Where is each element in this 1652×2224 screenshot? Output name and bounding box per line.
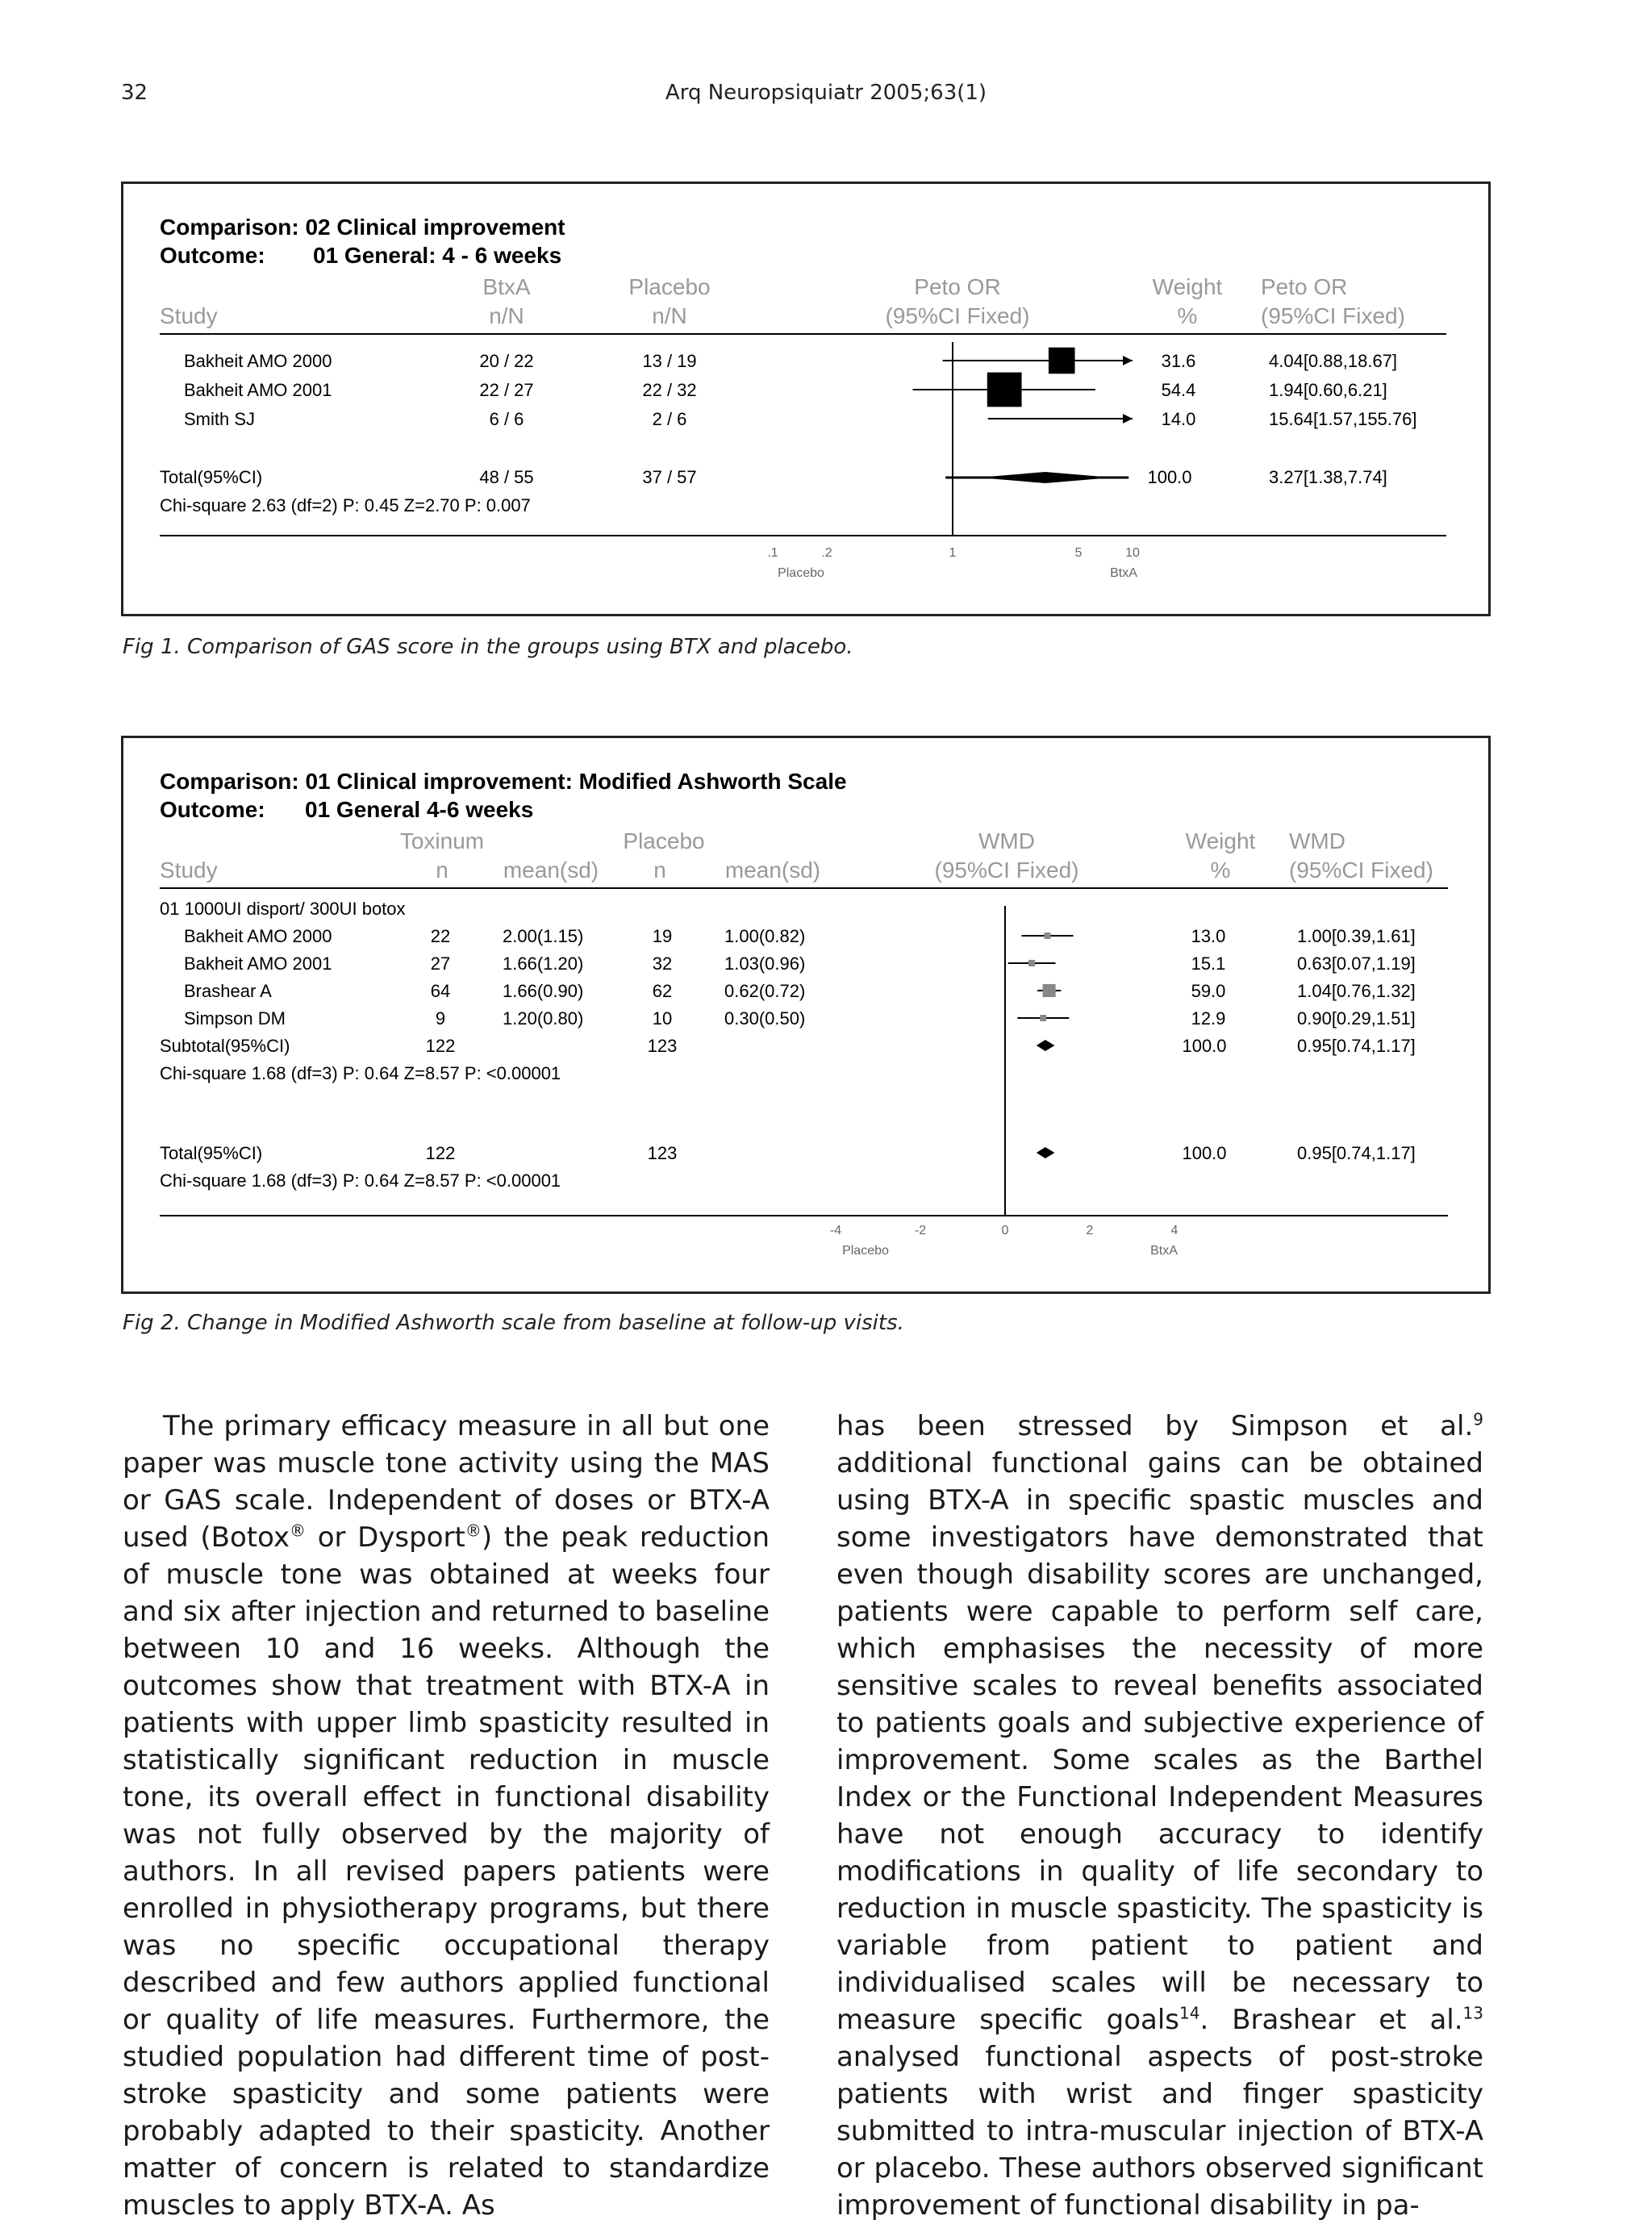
fig2-row-m1: 1.20(0.80)	[503, 1008, 584, 1029]
fig2-total-ci: 0.95[0.74,1.17]	[1297, 1143, 1416, 1163]
fig2-row-weight: 12.9	[1191, 1008, 1226, 1029]
fig2-row-m2: 0.62(0.72)	[724, 981, 806, 1001]
fig1-total-weight: 100.0	[1147, 467, 1192, 487]
fig2-col-g1: Toxinum	[399, 828, 485, 853]
fig2-row-n2: 32	[652, 953, 673, 974]
fig2-total-n1: 122	[425, 1143, 456, 1163]
fig2-row-weight: 15.1	[1191, 953, 1226, 974]
fig1-outcome: 01 General: 4 - 6 weeks	[313, 243, 562, 268]
figure-1-caption: Fig 1. Comparison of GAS score in the groups using BTX and placebo.	[123, 635, 853, 659]
study-square	[1043, 984, 1056, 997]
fig1-forest-plot	[123, 184, 1488, 614]
figure-1	[121, 182, 1491, 616]
fig1-row	[184, 380, 1387, 400]
left-text-1: The primary efficacy measure in all but one paper was muscle tone activity using the MAS or GAS scale. Independent of doses or BTX-A used (Botox	[123, 1410, 770, 1554]
fig2-row-n1: 9	[435, 1008, 446, 1029]
fig2-row-m2: 1.00(0.82)	[724, 926, 806, 946]
fig2-axis	[830, 1224, 1179, 1258]
fig2-outcome-label: Outcome:	[160, 797, 265, 822]
journal-header: Arq Neuropsiquiatr 2005;63(1)	[665, 81, 987, 105]
fig2-row-study: Bakheit AMO 2000	[184, 926, 332, 946]
fig2-row-ci: 0.63[0.07,1.19]	[1297, 953, 1416, 974]
fig2-marks	[1008, 933, 1074, 1158]
fig1-axis-right-label: BtxA	[1110, 566, 1137, 580]
fig2-col-weight-sub: %	[1210, 857, 1231, 883]
fig2-total-study: Total(95%CI)	[160, 1143, 263, 1163]
fig1-row-weight: 14.0	[1161, 409, 1196, 429]
fig1-row-study: Bakheit AMO 2000	[184, 351, 332, 371]
fig2-row	[184, 981, 1416, 1001]
study-square	[1049, 348, 1075, 374]
body-right-column	[836, 1408, 1483, 2224]
fig2-row-m1: 1.66(0.90)	[503, 981, 584, 1001]
fig2-col-g2-mean: mean(sd)	[724, 857, 821, 883]
body-left-column	[123, 1408, 770, 2224]
fig2-total-weight: 100.0	[1182, 1143, 1227, 1163]
fig2-row-n1: 27	[430, 953, 451, 974]
body-paragraph-right	[836, 1408, 1483, 2224]
fig1-comparison: Comparison: 02 Clinical improvement	[160, 215, 565, 240]
fig2-row-m1: 2.00(1.15)	[503, 926, 584, 946]
fig2-row-m1: 1.66(1.20)	[503, 953, 584, 974]
fig2-subtotal-ci: 0.95[0.74,1.17]	[1297, 1036, 1416, 1056]
fig1-outcome-label: Outcome:	[160, 243, 265, 268]
fig2-tick: 0	[1001, 1224, 1009, 1237]
fig1-col-effect: Peto OR	[914, 274, 1001, 299]
fig2-subtotal-n2: 123	[647, 1036, 678, 1056]
fig1-tick: 1	[949, 546, 957, 560]
ci-arrow	[1123, 414, 1133, 424]
right-text-2: additional functional gains can be obtained using BTX-A in specific spastic muscles and some investigators have demonstrated that even though disability scores are unchanged, patients were capable to perform self care, which emphasises the necessity of more sensitive scales to reveal benefits associated to patients goals and subjective experience of improvement. Some scales as the Barthel Index or the Functional Independent Measures have not enough accuracy to identify modifications in quality of life secondary to reduction in muscle spasticity. The spasticity is variable from patient to patient and individualised scales will be necessary to measure specific goals	[836, 1447, 1483, 2036]
fig1-total-treat: 48 / 55	[479, 467, 534, 487]
fig1-row-study: Smith SJ	[184, 409, 256, 429]
fig2-col-weight: Weight	[1185, 828, 1256, 853]
pooled-diamond	[1037, 1040, 1055, 1051]
study-square	[1045, 933, 1051, 939]
fig2-subgroup: 01 1000UI disport/ 300UI botox	[160, 899, 406, 919]
fig1-total-study: Total(95%CI)	[160, 467, 263, 487]
fig1-col-weight-sub: %	[1177, 303, 1198, 328]
fig2-col-g2-n: n	[653, 857, 666, 883]
right-text-3: . Brashear et al.	[1199, 2004, 1463, 2036]
fig2-col-g2: Placebo	[623, 828, 705, 853]
fig1-total-ctrl: 37 / 57	[642, 467, 697, 487]
ci-arrow	[1123, 356, 1133, 365]
fig1-col-ci-sub: (95%CI Fixed)	[1261, 303, 1405, 328]
fig2-col-study: Study	[160, 857, 218, 883]
fig1-row	[184, 409, 1417, 429]
fig2-subtotal-weight: 100.0	[1182, 1036, 1227, 1056]
fig2-axis-right-label: BtxA	[1150, 1244, 1178, 1258]
fig1-tick: .1	[767, 546, 778, 560]
fig1-col-effect-sub: (95%CI Fixed)	[885, 303, 1030, 328]
pooled-diamond	[1037, 1147, 1055, 1158]
fig2-row-study: Brashear A	[184, 981, 272, 1001]
fig2-outcome: 01 General 4-6 weeks	[305, 797, 534, 822]
fig2-col-g1-n: n	[436, 857, 448, 883]
fig2-total-n2: 123	[647, 1143, 678, 1163]
fig1-row-weight: 54.4	[1161, 380, 1196, 400]
fig2-row-ci: 1.04[0.76,1.32]	[1297, 981, 1416, 1001]
fig2-row-n1: 64	[430, 981, 451, 1001]
study-square	[1040, 1015, 1046, 1021]
fig1-col-study: Study	[160, 303, 218, 328]
registered-mark: ®	[290, 1521, 307, 1541]
fig1-row-ci: 15.64[1.57,155.76]	[1269, 409, 1417, 429]
fig1-total-ci: 3.27[1.38,7.74]	[1269, 467, 1387, 487]
fig2-col-g1-mean: mean(sd)	[503, 857, 599, 883]
fig1-col-g2-sub: n/N	[652, 303, 687, 328]
fig2-tick: 2	[1086, 1224, 1094, 1237]
study-square	[1028, 960, 1035, 966]
left-text-2: or Dysport	[306, 1521, 465, 1554]
fig2-row-study: Bakheit AMO 2001	[184, 953, 332, 974]
fig2-row-ci: 0.90[0.29,1.51]	[1297, 1008, 1416, 1029]
fig2-total-row	[160, 1143, 1416, 1163]
fig1-row-treat: 22 / 27	[479, 380, 534, 400]
fig2-row-ci: 1.00[0.39,1.61]	[1297, 926, 1416, 946]
fig2-row-n2: 19	[652, 926, 673, 946]
right-text-4: analysed functional aspects of post-stroke patients with wrist and finger spasticity submitted to intra-muscular injection of BTX-A or placebo. These authors observed significant improvement of functional disability in pa-	[836, 2041, 1483, 2222]
fig1-row-ci: 4.04[0.88,18.67]	[1269, 351, 1398, 371]
fig1-col-g1-sub: n/N	[489, 303, 524, 328]
fig2-subtotal-heterogeneity: Chi-square 1.68 (df=3) P: 0.64 Z=8.57 P: <0.00001	[160, 1063, 561, 1083]
figure-2	[121, 736, 1491, 1294]
fig1-row-treat: 20 / 22	[479, 351, 534, 371]
fig2-tick: -4	[829, 1224, 842, 1237]
fig2-row	[184, 926, 1416, 946]
registered-mark: ®	[465, 1521, 482, 1541]
fig1-marks	[913, 348, 1133, 483]
figure-2-caption: Fig 2. Change in Modified Ashworth scale from baseline at follow-up visits.	[123, 1311, 904, 1335]
fig2-row-n1: 22	[430, 926, 451, 946]
fig1-heterogeneity: Chi-square 2.63 (df=2) P: 0.45 Z=2.70 P: 0.007	[160, 495, 531, 515]
body-paragraph-left	[123, 1408, 770, 2224]
page-number: 32	[121, 81, 148, 105]
fig2-comparison: Comparison: 01 Clinical improvement: Modified Ashworth Scale	[160, 769, 847, 794]
left-text-3: ) the peak reduction of muscle tone was obtained at weeks four and six after injection and returned to baseline between 10 and 16 weeks. Although the outcomes show that treatment with BTX-A in patients with upper limb spasticity resulted in statistically significant reduction in muscle tone, its overall effect in functional disability was not fully observed by the majority of authors. In all revised papers patients were enrolled in physiotherapy programs, but there was no specific occupational therapy described and few authors applied functional or quality of life measures. Furthermore, the studied population had different time of post-stroke spasticity and some patients were probably adapted to their spasticity. Another matter of concern is related to standardize muscles to apply BTX-A. As	[123, 1521, 770, 2222]
fig1-axis	[767, 546, 1140, 580]
fig1-row-weight: 31.6	[1161, 351, 1196, 371]
fig1-tick: 5	[1074, 546, 1083, 560]
fig1-row-ctrl: 13 / 19	[642, 351, 697, 371]
fig2-col-ci-sub: (95%CI Fixed)	[1289, 857, 1433, 883]
reference-mark: 14	[1179, 2003, 1200, 2023]
fig2-row-m2: 0.30(0.50)	[724, 1008, 806, 1029]
fig2-axis-left-label: Placebo	[842, 1244, 889, 1258]
fig2-total-heterogeneity: Chi-square 1.68 (df=3) P: 0.64 Z=8.57 P: <0.00001	[160, 1170, 561, 1191]
fig2-row-m2: 1.03(0.96)	[724, 953, 806, 974]
fig1-col-ci: Peto OR	[1261, 274, 1348, 299]
fig1-row-treat: 6 / 6	[489, 409, 524, 429]
fig2-row-weight: 13.0	[1191, 926, 1226, 946]
fig1-row-ci: 1.94[0.60,6.21]	[1269, 380, 1387, 400]
fig1-row-ctrl: 2 / 6	[652, 409, 687, 429]
study-square	[987, 373, 1022, 407]
fig2-row-weight: 59.0	[1191, 981, 1226, 1001]
fig2-subtotal-n1: 122	[425, 1036, 456, 1056]
fig1-row	[184, 351, 1397, 371]
fig2-row	[184, 953, 1416, 974]
fig1-row-ctrl: 22 / 32	[642, 380, 697, 400]
fig1-tick: 10	[1125, 546, 1140, 560]
fig2-row	[184, 1008, 1416, 1029]
fig2-row-n2: 10	[652, 1008, 673, 1029]
fig1-axis-left-label: Placebo	[778, 566, 824, 580]
fig2-tick: 4	[1170, 1224, 1179, 1237]
fig1-col-g1: BtxA	[482, 274, 531, 299]
fig2-forest-plot	[123, 738, 1488, 1291]
fig1-total-row	[160, 467, 1387, 487]
fig2-col-effect: WMD	[978, 828, 1035, 853]
reference-mark: 13	[1462, 2003, 1483, 2023]
fig1-row-study: Bakheit AMO 2001	[184, 380, 332, 400]
fig1-col-g2: Placebo	[628, 274, 711, 299]
fig2-subtotal-study: Subtotal(95%CI)	[160, 1036, 290, 1056]
fig2-row-n2: 62	[652, 981, 673, 1001]
fig2-col-effect-sub: (95%CI Fixed)	[934, 857, 1079, 883]
fig2-subtotal-row	[160, 1036, 1416, 1056]
fig2-col-ci: WMD	[1289, 828, 1345, 853]
reference-mark: 9	[1473, 1409, 1483, 1429]
right-text-1: has been stressed by Simpson et al.	[836, 1410, 1474, 1442]
fig2-tick: -2	[914, 1224, 927, 1237]
fig1-tick: .2	[821, 546, 832, 560]
fig2-row-study: Simpson DM	[184, 1008, 286, 1029]
fig1-col-weight: Weight	[1152, 274, 1223, 299]
